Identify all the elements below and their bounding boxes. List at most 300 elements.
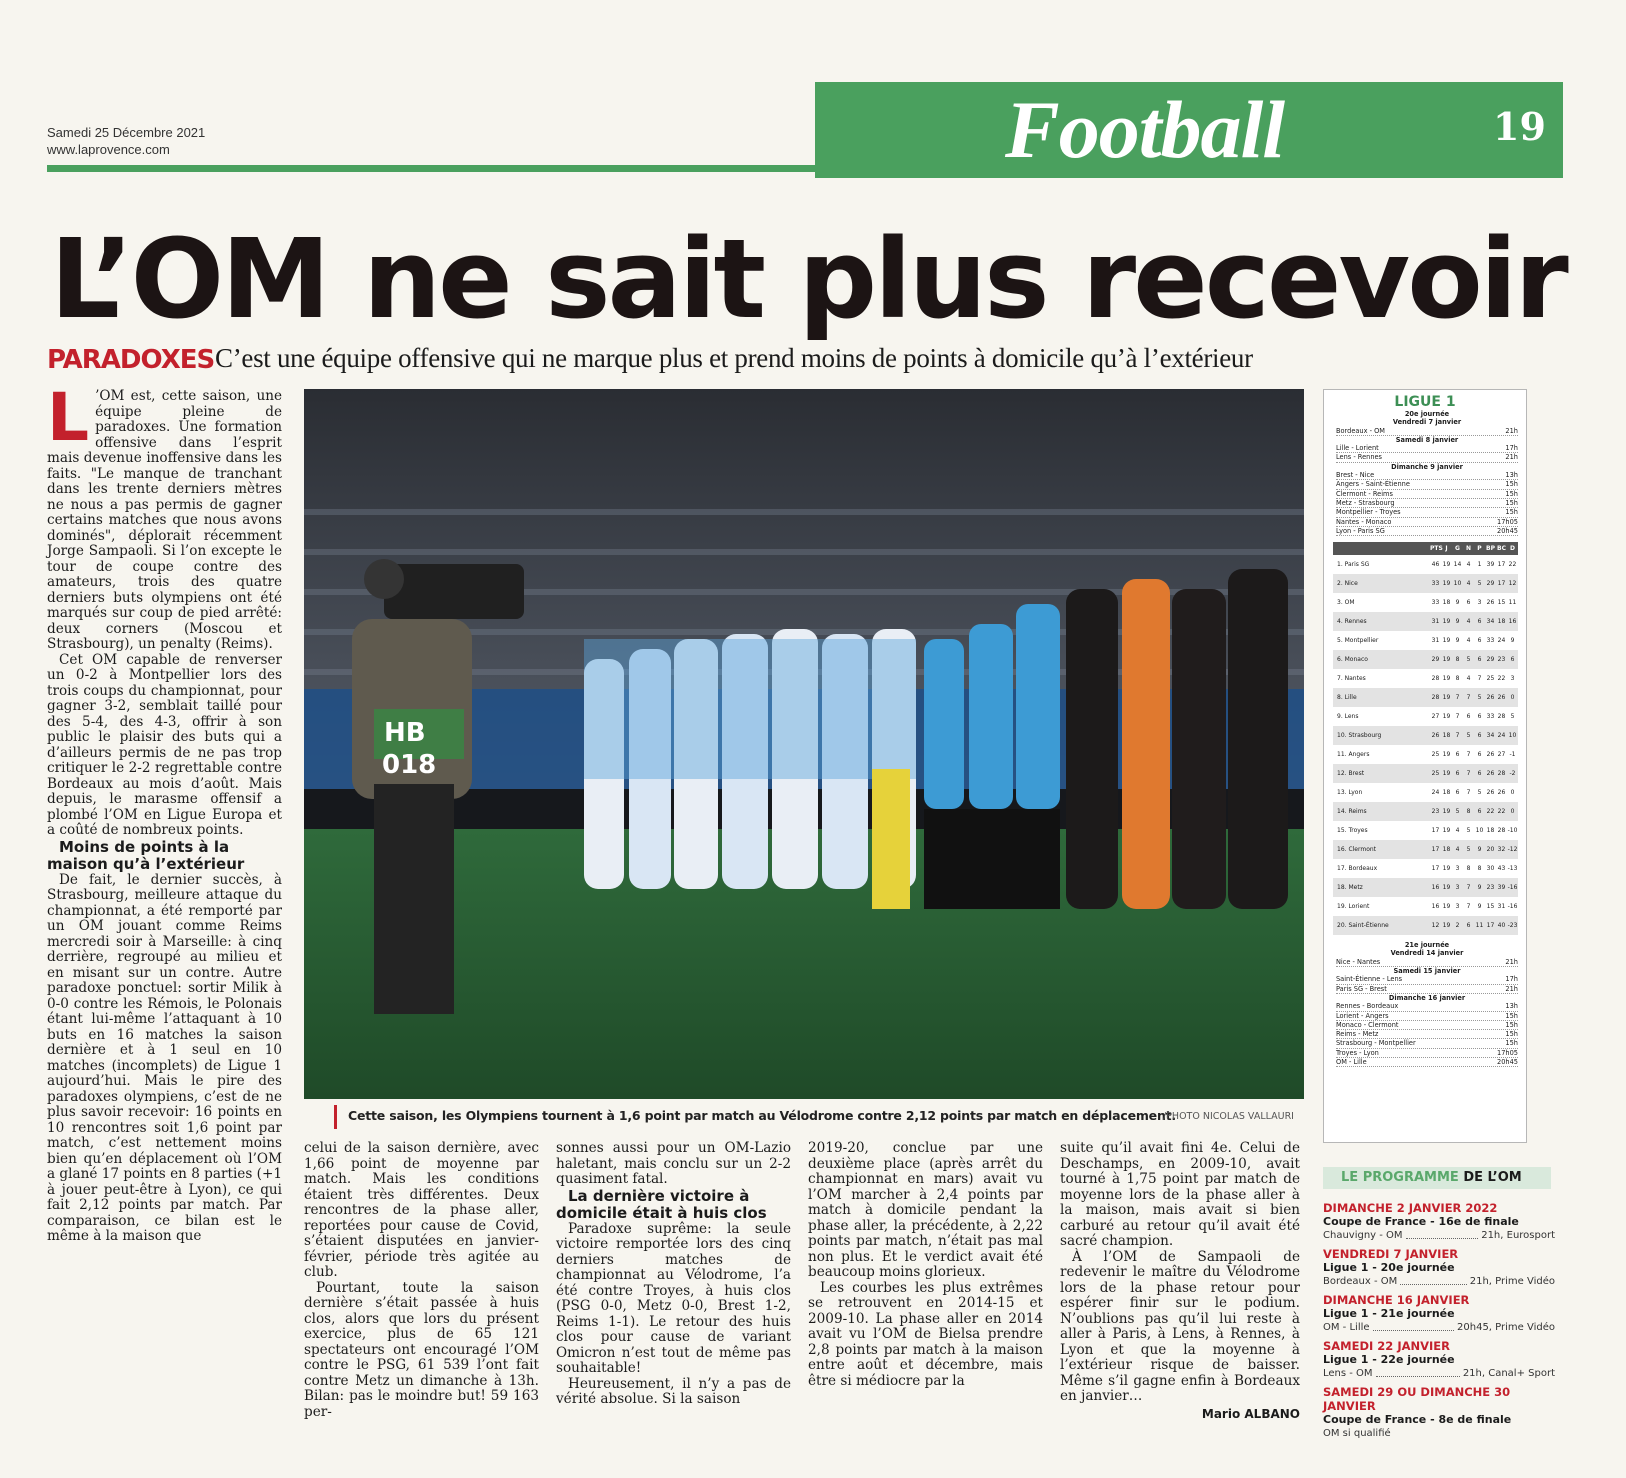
- fixture-teams: Lorient - Angers: [1336, 1011, 1389, 1020]
- standings-cell: 4: [1455, 846, 1460, 854]
- standings-cell: 7: [1466, 770, 1471, 778]
- standings-row: [1333, 650, 1518, 669]
- standings-cell: 2: [1455, 922, 1460, 930]
- programme-competition: Ligue 1 - 20e journée: [1323, 1261, 1455, 1274]
- round20-fixtures: [1324, 410, 1526, 536]
- programme-fixture: [1323, 1427, 1555, 1441]
- article-paragraph: Paradoxe suprême: la seule victoire remportée lors des cinq derniers matches de championnat au Vélodrome, l’a été contre Troyes, à huis clos (PSG 0-0, Metz 0-0, Brest 1-2, Reims 1-1). Le retour des huis clos pour cause de variant Omicron n’est tout de même pas souhaitable!: [556, 1220, 791, 1376]
- standings-cell: 4: [1466, 618, 1471, 626]
- page-number: 19: [1493, 104, 1546, 149]
- fixture-time: 15h: [1505, 508, 1518, 517]
- standings-team: 16. Clermont: [1337, 846, 1377, 854]
- fixture-teams: Nantes - Monaco: [1336, 517, 1392, 526]
- standings-cell: 14: [1453, 561, 1462, 569]
- article-paragraph: suite qu’il avait fini 4e. Celui de Deschamps, en 2009-10, avait tourné à 1,75 point par match de moyenne lors de la phase aller à la maison, mais avait si bien carburé au retour qu’il avait été sacré champion.: [1060, 1140, 1300, 1249]
- standings-row: [1333, 916, 1518, 935]
- fixture-row: [1336, 1058, 1518, 1067]
- standings-cell: 6: [1455, 751, 1460, 759]
- article-paragraph: Cet OM capable de renverser un 0-2 à Montpellier lors des trois coups du championnat, pour gagner 3-2, semblait taillé pour des 5-4, des 4-3, offrir à son public le plaisir des buts qui a d’ailleurs permis de ne pas trop critiquer le 2-2 regrettable contre Bordeaux au mois d’août. Mais depuis, le marasme offensif a plombé l’OM en Ligue Europa et a coûté de nombreux points.: [47, 651, 282, 838]
- fixture-row: [1336, 499, 1518, 508]
- standings-team: 11. Angers: [1337, 751, 1370, 759]
- standings-cell: 0: [1510, 808, 1515, 816]
- standings-cell: 9: [1455, 618, 1460, 626]
- website-link[interactable]: www.laprovence.com: [47, 142, 170, 157]
- header-rule: [47, 165, 817, 172]
- standings-cell: 5: [1466, 827, 1471, 835]
- standings-team: 2. Nice: [1337, 580, 1358, 588]
- standings-cell: 8: [1455, 675, 1460, 683]
- fixture-row: [1336, 427, 1518, 436]
- standings-cell: 33: [1431, 580, 1440, 588]
- standings-cell: 10: [1475, 827, 1484, 835]
- standings-row: [1333, 764, 1518, 783]
- programme-match: OM si qualifié: [1323, 1428, 1391, 1439]
- programme-day: SAMEDI 22 JANVIER: [1323, 1339, 1451, 1353]
- standings-cell: 32: [1497, 846, 1506, 854]
- standings-row: [1333, 726, 1518, 745]
- standings-cell: 9: [1455, 637, 1460, 645]
- standings-team: 7. Nantes: [1337, 675, 1366, 683]
- programme-fixture: [1323, 1321, 1555, 1335]
- standings-cell: 19: [1442, 675, 1451, 683]
- round-label: 21e journée: [1404, 941, 1450, 950]
- programme-dots: [1376, 1367, 1460, 1377]
- programme-info: 21h, Eurosport: [1481, 1230, 1555, 1241]
- programme-info: 20h45, Prime Vidéo: [1457, 1322, 1555, 1333]
- standings-cell: 5: [1466, 846, 1471, 854]
- ligue1-box: [1323, 389, 1527, 1143]
- standings-cell: 9: [1477, 884, 1482, 892]
- standings-cell: 1: [1477, 561, 1482, 569]
- standings-cell: 28: [1497, 770, 1506, 778]
- fixture-day: Dimanche 16 janvier: [1388, 993, 1466, 1002]
- standings-cell: 12: [1508, 580, 1517, 588]
- standings-cell: 23: [1431, 808, 1440, 816]
- standings-row: [1333, 688, 1518, 707]
- standings-cell: 17: [1431, 827, 1440, 835]
- fixture-row: [1336, 1002, 1518, 1011]
- standings-cell: 18: [1442, 846, 1451, 854]
- standings-row: [1333, 593, 1518, 612]
- standings-cell: 3: [1455, 903, 1460, 911]
- standings-cell: 6: [1477, 770, 1482, 778]
- standings-cell: 26: [1486, 789, 1495, 797]
- programme-day: SAMEDI 29 OU DIMANCHE 30 JANVIER: [1323, 1385, 1511, 1413]
- fixture-row: [1336, 958, 1518, 967]
- standings-cell: 18: [1442, 789, 1451, 797]
- standings-team: 20. Saint-Étienne: [1337, 922, 1389, 930]
- standings-header-team: [1333, 542, 1430, 555]
- standings-cell: 8: [1466, 808, 1471, 816]
- standings-cell: 19: [1442, 770, 1451, 778]
- standings-cell: 6: [1477, 732, 1482, 740]
- standings-cell: 4: [1455, 827, 1460, 835]
- standings-cell: 5: [1510, 713, 1515, 721]
- standings-cell: 5: [1466, 656, 1471, 664]
- standings-cell: 16: [1431, 884, 1440, 892]
- fixture-teams: Monaco - Clermont: [1336, 1020, 1399, 1029]
- programme-competition: Ligue 1 - 21e journée: [1323, 1307, 1455, 1320]
- standings-cell: 18: [1442, 732, 1451, 740]
- photo-caption: Cette saison, les Olympiens tournent à 1,6 point par match au Vélodrome contre 2,12 points par match en déplacement.: [348, 1108, 1176, 1123]
- standings-cell: 6: [1455, 789, 1460, 797]
- standings-cell: 7: [1455, 732, 1460, 740]
- standings-cell: 43: [1497, 865, 1506, 873]
- standings-cell: 5: [1477, 694, 1482, 702]
- standings-team: 9. Lens: [1337, 713, 1359, 721]
- standings-cell: 4: [1466, 561, 1471, 569]
- programme-title-dark: DE L’OM: [1463, 1170, 1522, 1185]
- standings-cell: 23: [1497, 656, 1506, 664]
- standings-cell: 28: [1431, 694, 1440, 702]
- standings-cell: 18: [1442, 599, 1451, 607]
- standings-cell: -16: [1507, 903, 1518, 911]
- standings-team: 8. Lille: [1337, 694, 1357, 702]
- standings-team: 15. Troyes: [1337, 827, 1368, 835]
- fixture-row: [1336, 490, 1518, 499]
- fixture-teams: Paris SG - Brest: [1336, 984, 1387, 993]
- standings-row: [1333, 574, 1518, 593]
- article-text: ’OM est, cette saison, une équipe pleine de paradoxes. Une formation offensive dans l’esprit mais devenue inoffensive dans les faits. "Le manque de tranchant dans les trente derniers mètres ne nous a pas permis de gagner certains matches que nous avons dominés", déplorait récemment Jorge Sampaoli. Si l’on excepte le tour de coupe contre des amateurs, trois des quatre derniers buts olympiens ont été marqués sur coup de pied arrêté: deux corners (Moscou et Strasbourg), un penalty (Reims).: [47, 388, 282, 652]
- programme-day: DIMANCHE 16 JANVIER: [1323, 1293, 1470, 1307]
- standings-team: 10. Strasbourg: [1337, 732, 1382, 740]
- fixture-row: [1336, 1030, 1518, 1039]
- standings-cell: 7: [1466, 751, 1471, 759]
- standings-cell: 19: [1442, 637, 1451, 645]
- fixture-time: 21h: [1505, 957, 1518, 966]
- fixture-teams: Lille - Lorient: [1336, 444, 1379, 453]
- standings-cell: 4: [1466, 580, 1471, 588]
- fixture-row: [1336, 985, 1518, 994]
- standings-cell: 24: [1497, 637, 1506, 645]
- standings-cell: 22: [1497, 808, 1506, 816]
- standings-cell: 7: [1477, 675, 1482, 683]
- standings-cell: 19: [1442, 922, 1451, 930]
- standings-row: [1333, 802, 1518, 821]
- dropcap: L: [47, 379, 90, 456]
- fixture-row: [1336, 453, 1518, 462]
- fixture-row: [1336, 1012, 1518, 1021]
- standings-cell: 25: [1431, 770, 1440, 778]
- standings-team: 4. Rennes: [1337, 618, 1367, 626]
- standings-header-cell: N: [1465, 545, 1472, 553]
- caption-marker: [334, 1105, 337, 1129]
- standings-cell: 10: [1508, 732, 1517, 740]
- standings-cell: 7: [1466, 884, 1471, 892]
- round21-fixtures: [1324, 941, 1526, 1067]
- programme-competition: Coupe de France - 8e de finale: [1323, 1413, 1512, 1426]
- standings-team: 12. Brest: [1337, 770, 1365, 778]
- standings-cell: 34: [1486, 618, 1495, 626]
- standings-cell: 27: [1431, 713, 1440, 721]
- fixture-day: Vendredi 7 janvier: [1392, 418, 1462, 427]
- standings-cell: 6: [1466, 599, 1471, 607]
- fixture-row: [1336, 508, 1518, 517]
- standings-cell: 28: [1431, 675, 1440, 683]
- photo-illustration: [304, 389, 1304, 1099]
- standings-cell: 19: [1442, 618, 1451, 626]
- standings-cell: 33: [1486, 713, 1495, 721]
- standings-row: [1333, 859, 1518, 878]
- standings-cell: 7: [1455, 694, 1460, 702]
- fixture-row: [1336, 1039, 1518, 1048]
- standings-cell: 17: [1431, 865, 1440, 873]
- fixture-time: 17h05: [1497, 517, 1518, 526]
- standings-header-cell: J: [1445, 545, 1448, 553]
- programme-header: [1323, 1167, 1551, 1189]
- standings-cell: -13: [1507, 865, 1518, 873]
- standings-cell: -23: [1507, 922, 1518, 930]
- fixture-day: Vendredi 14 janvier: [1390, 949, 1464, 958]
- standings-cell: 26: [1486, 599, 1495, 607]
- standings-cell: 25: [1486, 675, 1495, 683]
- standings-cell: 31: [1431, 637, 1440, 645]
- standings-cell: 25: [1431, 751, 1440, 759]
- fixture-teams: Bordeaux - OM: [1336, 426, 1385, 435]
- programme-dots: [1373, 1321, 1454, 1331]
- opponent-players: [1066, 569, 1288, 909]
- standings-team: 14. Reims: [1337, 808, 1367, 816]
- fixture-teams: Reims - Metz: [1336, 1030, 1379, 1039]
- referees: [924, 604, 1060, 909]
- article-paragraph: Les courbes les plus extrêmes se retrouvent en 2014-15 et 2009-10. La phase aller en 2014 avait vu l’OM de Bielsa prendre 2,8 points par match à la maison entre août et décembre, mais être si médiocre par la: [808, 1279, 1043, 1389]
- standings-cell: 6: [1466, 713, 1471, 721]
- standings-team: 18. Metz: [1337, 884, 1363, 892]
- fixture-row: [1336, 1049, 1518, 1058]
- standings-cell: 6: [1455, 770, 1460, 778]
- standings-cell: 19: [1442, 903, 1451, 911]
- standings-cell: 3: [1510, 675, 1515, 683]
- standings-table: [1333, 542, 1518, 935]
- standings-cell: 19: [1442, 561, 1451, 569]
- photo-credit: /PHOTO NICOLAS VALLAURI: [1163, 1111, 1294, 1122]
- standings-row: [1333, 555, 1518, 574]
- programme-title-green: LE PROGRAMME: [1341, 1170, 1459, 1185]
- article-paragraph: Heureusement, il n’y a pas de vérité absolue. Si la saison: [556, 1375, 791, 1407]
- programme-day: DIMANCHE 2 JANVIER 2022: [1323, 1201, 1498, 1215]
- programme-fixture: [1323, 1275, 1555, 1289]
- fixture-time: 15h: [1505, 480, 1518, 489]
- match-photo: [304, 389, 1304, 1099]
- standings-cell: 19: [1442, 827, 1451, 835]
- standings-cell: 7: [1455, 713, 1460, 721]
- standings-cell: 6: [1477, 618, 1482, 626]
- standings-cell: 3: [1455, 884, 1460, 892]
- standings-cell: 9: [1477, 903, 1482, 911]
- standings-cell: 46: [1431, 561, 1440, 569]
- standings-cell: -2: [1509, 770, 1516, 778]
- standings-cell: 17: [1431, 846, 1440, 854]
- standings-cell: 26: [1486, 751, 1495, 759]
- standings-cell: 26: [1486, 694, 1495, 702]
- standings-cell: 28: [1497, 713, 1506, 721]
- standings-cell: 22: [1508, 561, 1517, 569]
- fixture-day: Samedi 8 janvier: [1395, 435, 1459, 444]
- standings-cell: 11: [1508, 599, 1517, 607]
- standings-cell: 8: [1477, 865, 1482, 873]
- article-paragraph: À l’OM de Sampaoli de redevenir le maître du Vélodrome lors de la phase retour pour espérer finir sur le podium. N’oublions pas qu’il lui reste à aller à Paris, à Lens, à Rennes, à Lyon et que la moyenne à l’extérieur risque de baisser. Même s’il gagne enfin à Bordeaux en janvier…: [1060, 1248, 1300, 1404]
- article-paragraph: 2019-20, conclue par une deuxième place (après arrêt du championnat en mars) avait vu l’OM marcher à 2,4 points par match à domicile pendant la phase aller, la précédente, à 2,22 points par match, n’était pas mal non plus. Et le verdict avait été beaucoup moins glorieux.: [808, 1140, 1043, 1280]
- standings-cell: 6: [1477, 713, 1482, 721]
- standings-cell: 19: [1442, 884, 1451, 892]
- standings-cell: 24: [1431, 789, 1440, 797]
- standings-header-row: [1333, 542, 1518, 555]
- standings-team: 19. Lorient: [1337, 903, 1370, 911]
- fixture-teams: Metz - Strasbourg: [1336, 498, 1395, 507]
- fixture-row: [1336, 444, 1518, 453]
- fixture-day: Samedi 15 janvier: [1393, 967, 1461, 976]
- standings-row: [1333, 631, 1518, 650]
- standings-cell: 12: [1431, 922, 1440, 930]
- fixture-row: [1336, 480, 1518, 489]
- standings-cell: 34: [1486, 732, 1495, 740]
- fixture-time: 21h: [1505, 453, 1518, 462]
- article-column-4: [808, 1141, 1043, 1389]
- programme-match: Chauvigny - OM: [1323, 1230, 1403, 1241]
- standings-cell: -1: [1509, 751, 1516, 759]
- standings-cell: 39: [1497, 884, 1506, 892]
- standings-team: 5. Montpellier: [1337, 637, 1379, 645]
- fixture-time: 17h05: [1497, 1048, 1518, 1057]
- fixture-row: [1336, 471, 1518, 480]
- fixture-day: Dimanche 9 janvier: [1391, 462, 1463, 471]
- standings-cell: 9: [1477, 846, 1482, 854]
- standfirst: C’est une équipe offensive qui ne marque plus et prend moins de points à domicile qu’à l’extérieur: [215, 343, 1253, 373]
- standings-cell: 26: [1431, 732, 1440, 740]
- fixture-time: 21h: [1505, 984, 1518, 993]
- standings-cell: 11: [1475, 922, 1484, 930]
- programme-fixture: [1323, 1229, 1555, 1243]
- standings-header-cell: D: [1510, 545, 1515, 553]
- standings-cell: 22: [1486, 808, 1495, 816]
- standings-header-cell: BP: [1486, 545, 1495, 553]
- standings-team: 13. Lyon: [1337, 789, 1363, 797]
- standings-cell: 15: [1486, 903, 1495, 911]
- cameraman-bib-line2: 018: [382, 750, 437, 780]
- standings-cell: 39: [1486, 561, 1495, 569]
- fixture-teams: Strasbourg - Montpellier: [1336, 1039, 1416, 1048]
- fixture-row: [1336, 975, 1518, 984]
- standings-cell: 19: [1442, 694, 1451, 702]
- standings-row: [1333, 821, 1518, 840]
- standings-row: [1333, 745, 1518, 764]
- standings-cell: 6: [1477, 656, 1482, 664]
- fixture-time: 20h45: [1497, 1058, 1518, 1067]
- standings-cell: 27: [1497, 751, 1506, 759]
- standings-cell: 5: [1477, 580, 1482, 588]
- fixture-time: 15h: [1505, 498, 1518, 507]
- standings-cell: 18: [1486, 827, 1495, 835]
- standings-cell: 10: [1453, 580, 1462, 588]
- fixture-time: 17h: [1505, 975, 1518, 984]
- standings-cell: 40: [1497, 922, 1506, 930]
- standings-cell: 6: [1477, 808, 1482, 816]
- standings-cell: 26: [1497, 789, 1506, 797]
- standings-cell: 0: [1510, 694, 1515, 702]
- standings-row: [1333, 840, 1518, 859]
- article-paragraph: celui de la saison dernière, avec 1,66 point de moyenne par match. Mais les conditions étaient très différentes. Deux rencontres de la phase aller, reportées pour cause de Covid, s’étaient disputées en janvier-février, période très agitée au club.: [304, 1140, 539, 1280]
- standings-cell: 23: [1486, 884, 1495, 892]
- standings-cell: 19: [1442, 656, 1451, 664]
- standings-row: [1333, 897, 1518, 916]
- ligue1-title: LIGUE 1: [1394, 394, 1456, 410]
- headline: L’OM ne sait plus recevoir: [50, 215, 1566, 343]
- fixture-time: 21h: [1505, 426, 1518, 435]
- article-paragraph: sonnes aussi pour un OM-Lazio haletant, mais conclu sur un 2-2 quasiment fatal.: [556, 1140, 791, 1187]
- fixture-time: 15h: [1505, 1030, 1518, 1039]
- programme-info: 21h, Canal+ Sport: [1462, 1368, 1555, 1379]
- standings-cell: 22: [1497, 675, 1506, 683]
- fixture-teams: Nice - Nantes: [1336, 957, 1381, 966]
- standings-cell: 30: [1486, 865, 1495, 873]
- standings-cell: 6: [1477, 637, 1482, 645]
- standings-cell: 28: [1497, 827, 1506, 835]
- article-column-2: [304, 1141, 539, 1420]
- article-column-3: [556, 1141, 791, 1408]
- standings-cell: 19: [1442, 580, 1451, 588]
- standings-cell: 8: [1466, 865, 1471, 873]
- page-date-block: [47, 124, 205, 158]
- round20-days: [1336, 418, 1518, 536]
- standings-cell: 9: [1510, 637, 1515, 645]
- fixture-teams: Lyon - Paris SG: [1336, 526, 1385, 535]
- article-column-1: [47, 379, 282, 1245]
- standings-cell: 17: [1486, 922, 1495, 930]
- programme-match: Bordeaux - OM: [1323, 1276, 1398, 1287]
- standings-row: [1333, 669, 1518, 688]
- om-players: [584, 629, 916, 909]
- standings-cell: 19: [1442, 865, 1451, 873]
- standings-cell: -12: [1507, 846, 1518, 854]
- standings-cell: 20: [1486, 846, 1495, 854]
- article-subhead: La dernière victoire à domicile était à huis clos: [556, 1186, 767, 1222]
- standings-cell: 29: [1486, 656, 1495, 664]
- programme-list: [1323, 1197, 1555, 1441]
- programme-day: VENDREDI 7 JANVIER: [1323, 1247, 1459, 1261]
- standings-cell: 9: [1455, 599, 1460, 607]
- fixture-teams: Clermont - Reims: [1336, 489, 1393, 498]
- standings-cell: 24: [1497, 732, 1506, 740]
- issue-date: Samedi 25 Décembre 2021: [47, 125, 206, 140]
- programme-fixture: [1323, 1367, 1555, 1381]
- standings-header-cell: BC: [1497, 545, 1506, 553]
- standings-cell: 5: [1455, 808, 1460, 816]
- standings-team: 17. Bordeaux: [1337, 865, 1378, 873]
- standings-cell: 33: [1486, 637, 1495, 645]
- fixture-teams: Angers - Saint-Étienne: [1336, 480, 1410, 489]
- fixture-time: 15h: [1505, 1011, 1518, 1020]
- standings-cell: 26: [1486, 770, 1495, 778]
- standings-cell: 4: [1466, 637, 1471, 645]
- fixture-time: 15h: [1505, 489, 1518, 498]
- article-column-5: [1060, 1141, 1300, 1421]
- article-subhead: Moins de points à la maison qu’à l’extérieur: [47, 837, 245, 873]
- fixture-time: 13h: [1505, 471, 1518, 480]
- fixture-time: 17h: [1505, 444, 1518, 453]
- standings-row: [1333, 707, 1518, 726]
- fixture-teams: Troyes - Lyon: [1336, 1048, 1379, 1057]
- standings-team: 1. Paris SG: [1337, 561, 1370, 569]
- fixture-teams: Lens - Rennes: [1336, 453, 1382, 462]
- programme-dots: [1406, 1229, 1479, 1239]
- round-label: 20e journée: [1404, 410, 1450, 418]
- standings-cell: 5: [1477, 789, 1482, 797]
- standings-row: [1333, 612, 1518, 631]
- standings-cell: 19: [1442, 713, 1451, 721]
- fixture-time: 15h: [1505, 1039, 1518, 1048]
- standings-cell: 6: [1510, 656, 1515, 664]
- standings-cell: 3: [1455, 865, 1460, 873]
